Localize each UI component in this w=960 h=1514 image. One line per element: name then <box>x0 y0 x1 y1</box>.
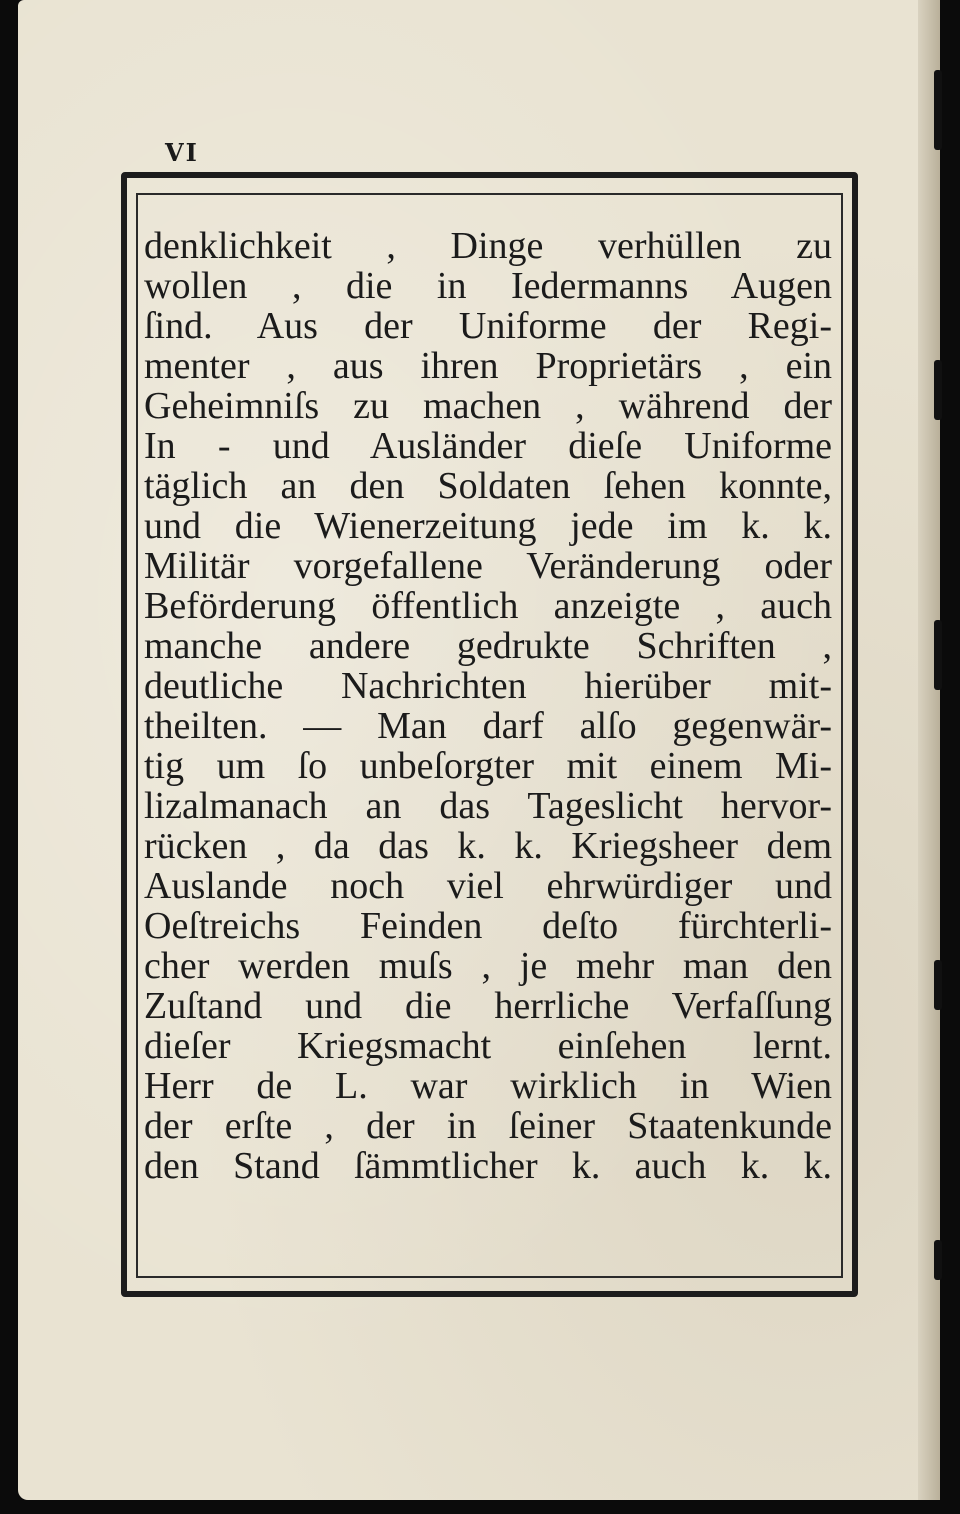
text-line: Geheimniſs zu machen , während der <box>144 385 832 427</box>
text-line: Zuſtand und die herrliche Verfaſſung <box>144 985 832 1027</box>
text-line: rücken , da das k. k. Kriegsheer dem <box>144 825 832 867</box>
body-text <box>144 226 832 1186</box>
text-line: Oeſtreichs Feinden deſto fürchterli- <box>144 905 832 947</box>
binding-marks <box>934 60 944 1460</box>
text-line: Beförderung öffentlich anzeigte , auch <box>144 585 832 627</box>
text-line: deutliche Nachrichten hierüber mit- <box>144 665 832 707</box>
page-number: VI <box>165 138 199 167</box>
text-line: Auslande noch viel ehrwürdiger und <box>144 865 832 907</box>
text-line: Militär vorgefallene Veränderung oder <box>144 545 832 587</box>
text-line: wollen , die in Iedermanns Augen <box>144 265 832 307</box>
text-line: und die Wienerzeitung jede im k. k. <box>144 505 832 547</box>
text-line: menter , aus ihren Proprietärs , ein <box>144 345 832 387</box>
text-line: ſind. Aus der Uniforme der Regi- <box>144 305 832 347</box>
text-line: theilten. — Man darf alſo gegenwär- <box>144 705 832 747</box>
text-line: manche andere gedrukte Schriften , <box>144 625 832 667</box>
text-line: den Stand ſämmtlicher k. auch k. k. <box>144 1145 832 1187</box>
text-line: der erſte , der in ſeiner Staatenkunde <box>144 1105 832 1147</box>
text-line: dieſer Kriegsmacht einſehen lernt. <box>144 1025 832 1067</box>
text-line: In - und Ausländer dieſe Uniforme <box>144 425 832 467</box>
text-line: lizalmanach an das Tageslicht hervor- <box>144 785 832 827</box>
text-line: tig um ſo unbeſorgter mit einem Mi- <box>144 745 832 787</box>
text-line: cher werden muſs , je mehr man den <box>144 945 832 987</box>
text-line: täglich an den Soldaten ſehen konnte, <box>144 465 832 507</box>
text-line: Herr de L. war wirklich in Wien <box>144 1065 832 1107</box>
text-line: denklichkeit , Dinge verhüllen zu <box>144 225 832 267</box>
